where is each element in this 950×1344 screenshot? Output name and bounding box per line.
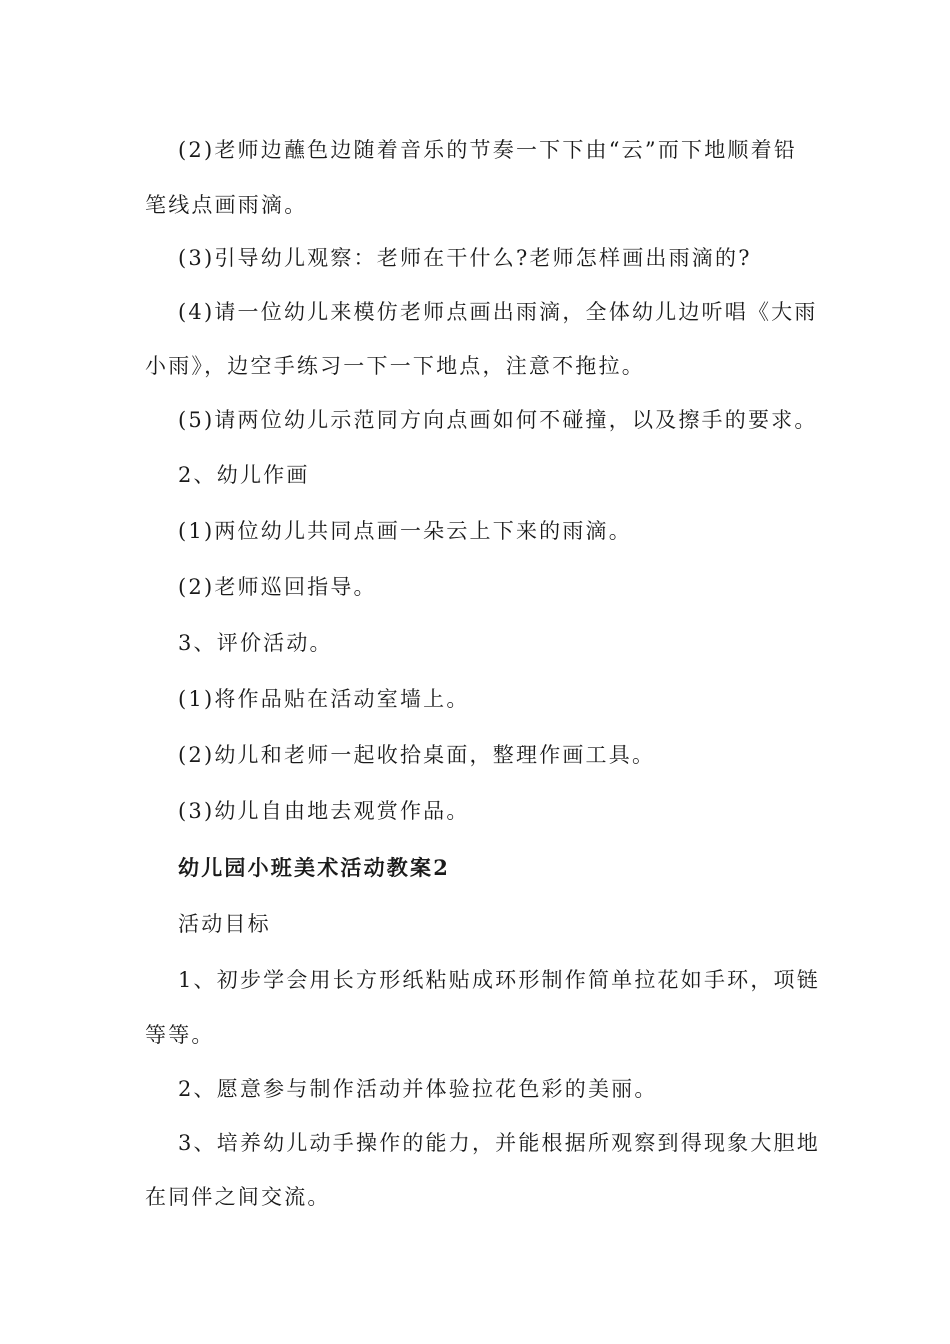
paragraph-line: 笔线点画雨滴。 [145, 193, 308, 217]
paragraph-line: 1、初步学会用长方形纸粘贴成环形制作简单拉花如手环，项链 [178, 968, 820, 992]
paragraph-line: (3)幼儿自由地去观赏作品。 [178, 799, 470, 823]
section-heading: 活动目标 [178, 912, 271, 936]
paragraph-line: (2)老师边蘸色边随着音乐的节奏一下下由“云”而下地顺着铅 [178, 138, 798, 162]
paragraph-line: 等等。 [145, 1023, 215, 1047]
section-heading: 3、评价活动。 [178, 631, 333, 655]
document-title: 幼儿园小班美术活动教案2 [178, 855, 451, 880]
paragraph-line: 2、愿意参与制作活动并体验拉花色彩的美丽。 [178, 1077, 658, 1101]
paragraph-line: 小雨》，边空手练习一下一下地点，注意不拖拉。 [145, 354, 645, 378]
paragraph-line: (5)请两位幼儿示范同方向点画如何不碰撞，以及擦手的要求。 [178, 408, 818, 432]
paragraph-line: (2)老师巡回指导。 [178, 575, 377, 599]
section-heading: 2、幼儿作画 [178, 463, 310, 487]
paragraph-line: (1)两位幼儿共同点画一朵云上下来的雨滴。 [178, 519, 632, 543]
paragraph-line: (1)将作品贴在活动室墙上。 [178, 687, 470, 711]
paragraph-line: 在同伴之间交流。 [145, 1185, 331, 1209]
paragraph-line: (4)请一位幼儿来模仿老师点画出雨滴，全体幼儿边听唱《大雨 [178, 300, 818, 324]
paragraph-line: 3、培养幼儿动手操作的能力，并能根据所观察到得现象大胆地 [178, 1131, 820, 1155]
paragraph-line: (3)引导幼儿观察：老师在干什么?老师怎样画出雨滴的? [178, 246, 752, 270]
paragraph-line: (2)幼儿和老师一起收拾桌面，整理作画工具。 [178, 743, 656, 767]
